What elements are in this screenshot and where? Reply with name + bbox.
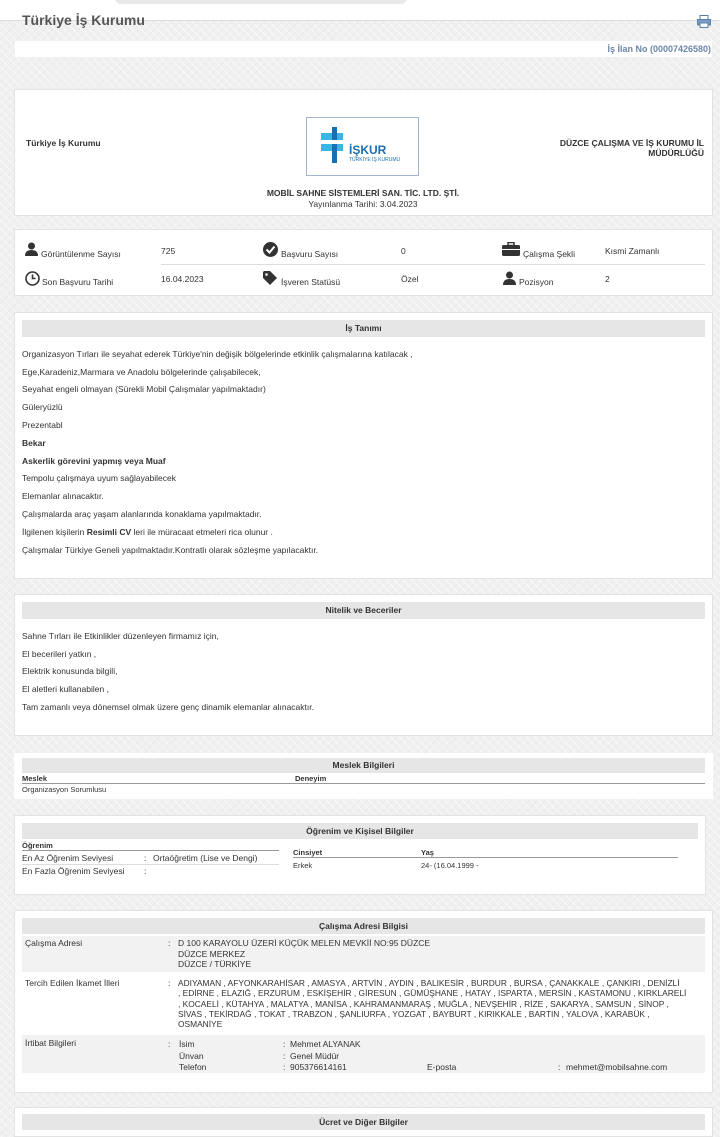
provinces-colon: : (168, 978, 171, 988)
min-education-colon: : (144, 853, 147, 863)
work-type-value: Kısmi Zamanlı (605, 246, 660, 256)
briefcase-icon (502, 242, 520, 256)
applications-label: Başvuru Sayısı (281, 249, 339, 259)
skills-line-1: Sahne Tırları ile Etkinlikler düzenleyen firmamız için, (22, 631, 219, 641)
provinces-line-1: ADIYAMAN , AFYONKARAHİSAR , AMASYA , ARTVİN , AYDIN , BALIKESİR , BURDUR , BURSA , ÇANAKKALE , ÇANKIRI , DENİZLİ (178, 978, 680, 988)
education-title: Öğrenim ve Kişisel Bilgiler (22, 823, 698, 839)
company-name: MOBİL SAHNE SİSTEMLERİ SAN. TİC. LTD. ŞTİ. (266, 188, 460, 198)
contact-colon: : (168, 1039, 171, 1049)
profession-divider (22, 783, 705, 784)
job-line-9: Elemanlar alınacaktır. (22, 491, 104, 501)
logo-text: İŞKUR (349, 143, 387, 157)
education-header: Öğrenim (22, 841, 53, 850)
tag-icon (263, 271, 279, 285)
profession-col-header: Meslek (22, 774, 48, 783)
applications-value: 0 (401, 246, 406, 256)
min-education-value: Ortaöğretim (Lise ve Dengi) (153, 853, 258, 863)
contact-email-value[interactable]: mehmet@mobilsahne.com (566, 1062, 668, 1072)
address-line-2: DÜZCE MERKEZ (178, 949, 246, 959)
search-bar[interactable] (115, 0, 407, 4)
deadline-value: 16.04.2023 (161, 274, 204, 284)
print-icon[interactable] (697, 15, 711, 28)
site-title: Türkiye İş Kurumu (22, 12, 145, 28)
positions-value: 2 (605, 274, 610, 284)
job-line-1: Organizasyon Tırları ile seyahat ederek Türkiye'nin değişik bölgelerinde etkinlik çalışmalarına katılacak , (22, 349, 413, 359)
job-line-5: Prezentabl (22, 420, 63, 430)
max-education-colon: : (144, 866, 147, 876)
work-address-title: Çalışma Adresi Bilgisi (22, 918, 705, 934)
contact-name-label: İsim (179, 1039, 195, 1049)
provinces-line-5: OSMANİYE (178, 1019, 223, 1029)
contact-phone-value: 905376614161 (290, 1062, 347, 1072)
job-line-4: Güleryüzlü (22, 402, 63, 412)
views-label: Görüntülenme Sayısı (41, 249, 121, 259)
profession-value: Organizasyon Sorumlusu (22, 785, 107, 794)
provinces-label: Tercih Edilen İkamet İlleri (25, 978, 120, 988)
age-header: Yaş (421, 848, 434, 857)
positions-label: Pozisyon (519, 277, 554, 287)
job-description-title: İş Tanımı (22, 320, 705, 337)
job-line-8: Tempolu çalışmaya uyum sağlayabilecek (22, 473, 177, 483)
job-line-2: Ege,Karadeniz,Marmara ve Anadolu bölgelerinde çalışabilecek, (22, 367, 261, 377)
job-line-11-start: İlgilenen kişilerin (22, 527, 87, 537)
address-line-1: D 100 KARAYOLU ÜZERİ KÜÇÜK MELEN MEVKİİ NO:95 DÜZCE (178, 938, 431, 948)
agency-label: Türkiye İş Kurumu (26, 138, 101, 148)
provinces-line-2: , EDİRNE , ELAZIĞ , ERZURUM , ESKİŞEHİR , GİRESUN , GÜMÜŞHANE , HATAY , ISPARTA , MERSİN , KASTAMONU , KIRKLARELİ (178, 988, 687, 998)
skills-line-3: Elektrik konusunda bilgili, (22, 666, 118, 676)
stats-divider (161, 264, 705, 265)
deadline-label: Son Başvuru Tarihi (42, 277, 114, 287)
ilan-number: İş İlan No (00007426580) (607, 44, 711, 54)
profession-title: Meslek Bilgileri (22, 758, 705, 773)
skills-line-4: El aletleri kullanabilen , (22, 684, 109, 694)
skills-title: Nitelik ve Beceriler (22, 602, 705, 619)
clock-icon (25, 271, 40, 286)
job-line-6: Bekar (22, 438, 46, 448)
user-icon (25, 242, 38, 256)
logo-subtext: TÜRKİYE İŞ KURUMU (349, 157, 401, 163)
contact-title-label: Ünvan (179, 1051, 204, 1061)
employer-status-label: İşveren Statüsü (281, 277, 341, 287)
contact-name-colon: : (283, 1039, 286, 1049)
age-value: 24- (16.04.1999 - (421, 861, 479, 870)
work-type-label: Çalışma Şekli (523, 249, 575, 259)
education-divider (22, 850, 279, 851)
contact-title-colon: : (283, 1051, 286, 1061)
address-colon: : (168, 938, 171, 948)
contact-email-label: E-posta (427, 1062, 457, 1072)
publish-date: Yayınlanma Tarihi: 3.04.2023 (308, 199, 418, 209)
education-row-divider (22, 864, 279, 865)
address-label: Çalışma Adresi (25, 938, 83, 948)
skills-line-2: El becerileri yatkın , (22, 649, 97, 659)
provinces-line-3: , KOCAELİ , KÜTAHYA , MALATYA , MANİSA , KAHRAMANMARAŞ , MUĞLA , NEVŞEHİR , RİZE , SAKARYA , SAMSUN , SİNOP , (178, 999, 669, 1009)
gender-value: Erkek (293, 861, 313, 870)
job-line-11 (22, 527, 273, 537)
max-education-label: En Fazla Öğrenim Seviyesi (22, 866, 125, 876)
views-value: 725 (161, 246, 176, 256)
address-line-3: DÜZCE / TÜRKİYE (178, 959, 252, 969)
contact-phone-label: Telefon (179, 1062, 207, 1072)
office-line-1: DÜZCE ÇALIŞMA VE İŞ KURUMU İL (559, 138, 704, 148)
contact-name-value: Mehmet ALYANAK (290, 1039, 361, 1049)
check-circle-icon (263, 242, 278, 257)
stats-panel (14, 229, 713, 296)
office-line-2: MÜDÜRLÜĞÜ (648, 148, 704, 158)
min-education-label: En Az Öğrenim Seviyesi (22, 853, 114, 863)
contact-phone-colon: : (283, 1062, 286, 1072)
contact-title-value: Genel Müdür (290, 1051, 340, 1061)
job-line-7: Askerlik görevini yapmış veya Muaf (22, 456, 166, 466)
contact-email-colon: : (558, 1062, 561, 1072)
experience-col-header: Deneyim (295, 774, 327, 783)
job-line-3: Seyahat engeli olmayan (Sürekli Mobil Çalışmalar yapılmaktadır) (22, 384, 266, 394)
job-line-11-end: leri ile müracaat etmeleri rica olunur . (131, 527, 273, 537)
provinces-line-4: SİVAS , TEKİRDAĞ , TOKAT , TRABZON , ŞANLIURFA , YOZGAT , BAYBURT , KIRIKKALE , BARTIN , YALOVA , KARABÜK , (178, 1009, 650, 1019)
company-logo (306, 117, 419, 176)
job-line-11-bold: Resimli CV (86, 527, 132, 537)
fees-title: Ücret ve Diğer Bilgiler (22, 1114, 705, 1130)
job-line-12: Çalışmalar Türkiye Geneli yapılmaktadır.Kontratlı olarak sözleşme yapılacaktır. (22, 545, 319, 555)
job-line-10: Çalışmalarda araç yaşam alanlarında konaklama yapılmaktadır. (22, 509, 262, 519)
gender-header: Cinsiyet (293, 848, 323, 857)
contact-label: İrtibat Bilgileri (25, 1038, 77, 1048)
personal-divider (293, 857, 678, 858)
person-icon (503, 271, 516, 285)
skills-line-5: Tam zamanlı veya dönemsel olmak üzere genç dinamik elemanlar alınacaktır. (22, 702, 314, 712)
employer-status-value: Özel (401, 274, 419, 284)
